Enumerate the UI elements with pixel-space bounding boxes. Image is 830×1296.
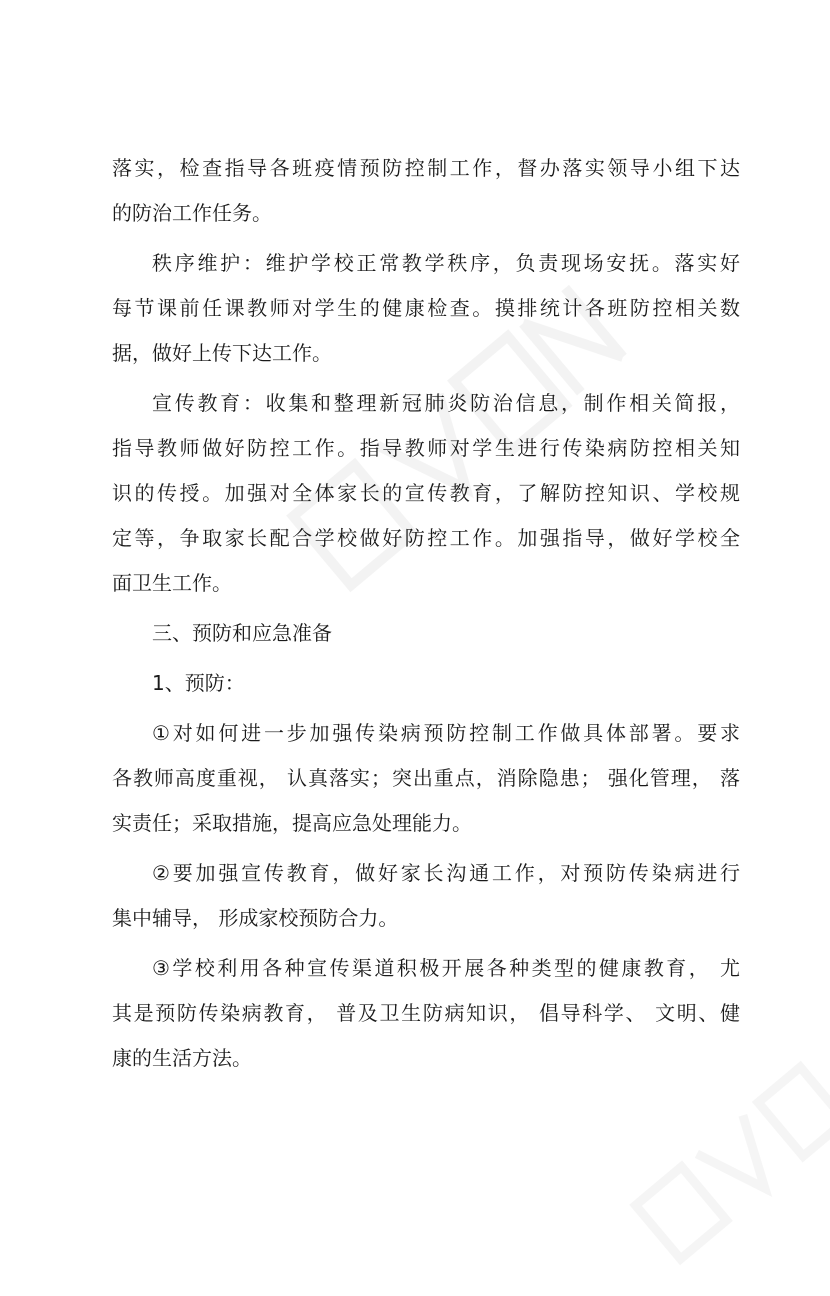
body-line: 实责任；采取措施，提高应急处理能力。 [112, 811, 472, 835]
body-line: ②要加强宣传教育，做好家长沟通工作，对预防传染病进行 [152, 861, 740, 885]
subsection-heading: 1、预防： [152, 671, 245, 695]
body-line: 康的生活方法。 [112, 1046, 252, 1070]
body-line: 宣传教育：收集和整理新冠肺炎防治信息，制作相关简报， [152, 391, 740, 415]
body-line: 的防治工作任务。 [112, 201, 272, 225]
body-line: ①对如何进一步加强传染病预防控制工作做具体部署。要求 [152, 721, 740, 745]
body-line: 指导教师做好防控工作。指导教师对学生进行传染病防控相关知 [112, 436, 740, 460]
document-body [112, 146, 740, 1081]
body-line: 识的传授。加强对全体家长的宣传教育，了解防控知识、学校规 [112, 481, 740, 505]
body-line: 面卫生工作。 [112, 571, 232, 595]
body-line: 秩序维护：维护学校正常教学秩序，负责现场安抚。落实好 [152, 251, 740, 275]
body-line: 集中辅导， 形成家校预防合力。 [112, 906, 399, 930]
body-line: 每节课前任课教师对学生的健康检查。摸排统计各班防控相关数 [112, 296, 740, 320]
body-line: 落实，检查指导各班疫情预防控制工作，督办落实领导小组下达 [112, 156, 740, 180]
section-heading: 三、预防和应急准备 [152, 621, 332, 645]
body-line: 各教师高度重视， 认真落实；突出重点，消除隐患； 强化管理， 落 [112, 766, 740, 790]
body-line: 其是预防传染病教育， 普及卫生防病知识， 倡导科学、 文明、健 [112, 1001, 740, 1025]
body-line: ③学校利用各种宣传渠道积极开展各种类型的健康教育， 尤 [152, 956, 740, 980]
body-line: 据，做好上传下达工作。 [112, 341, 332, 365]
body-line: 定等，争取家长配合学校做好防控工作。加强指导，做好学校全 [112, 526, 740, 550]
